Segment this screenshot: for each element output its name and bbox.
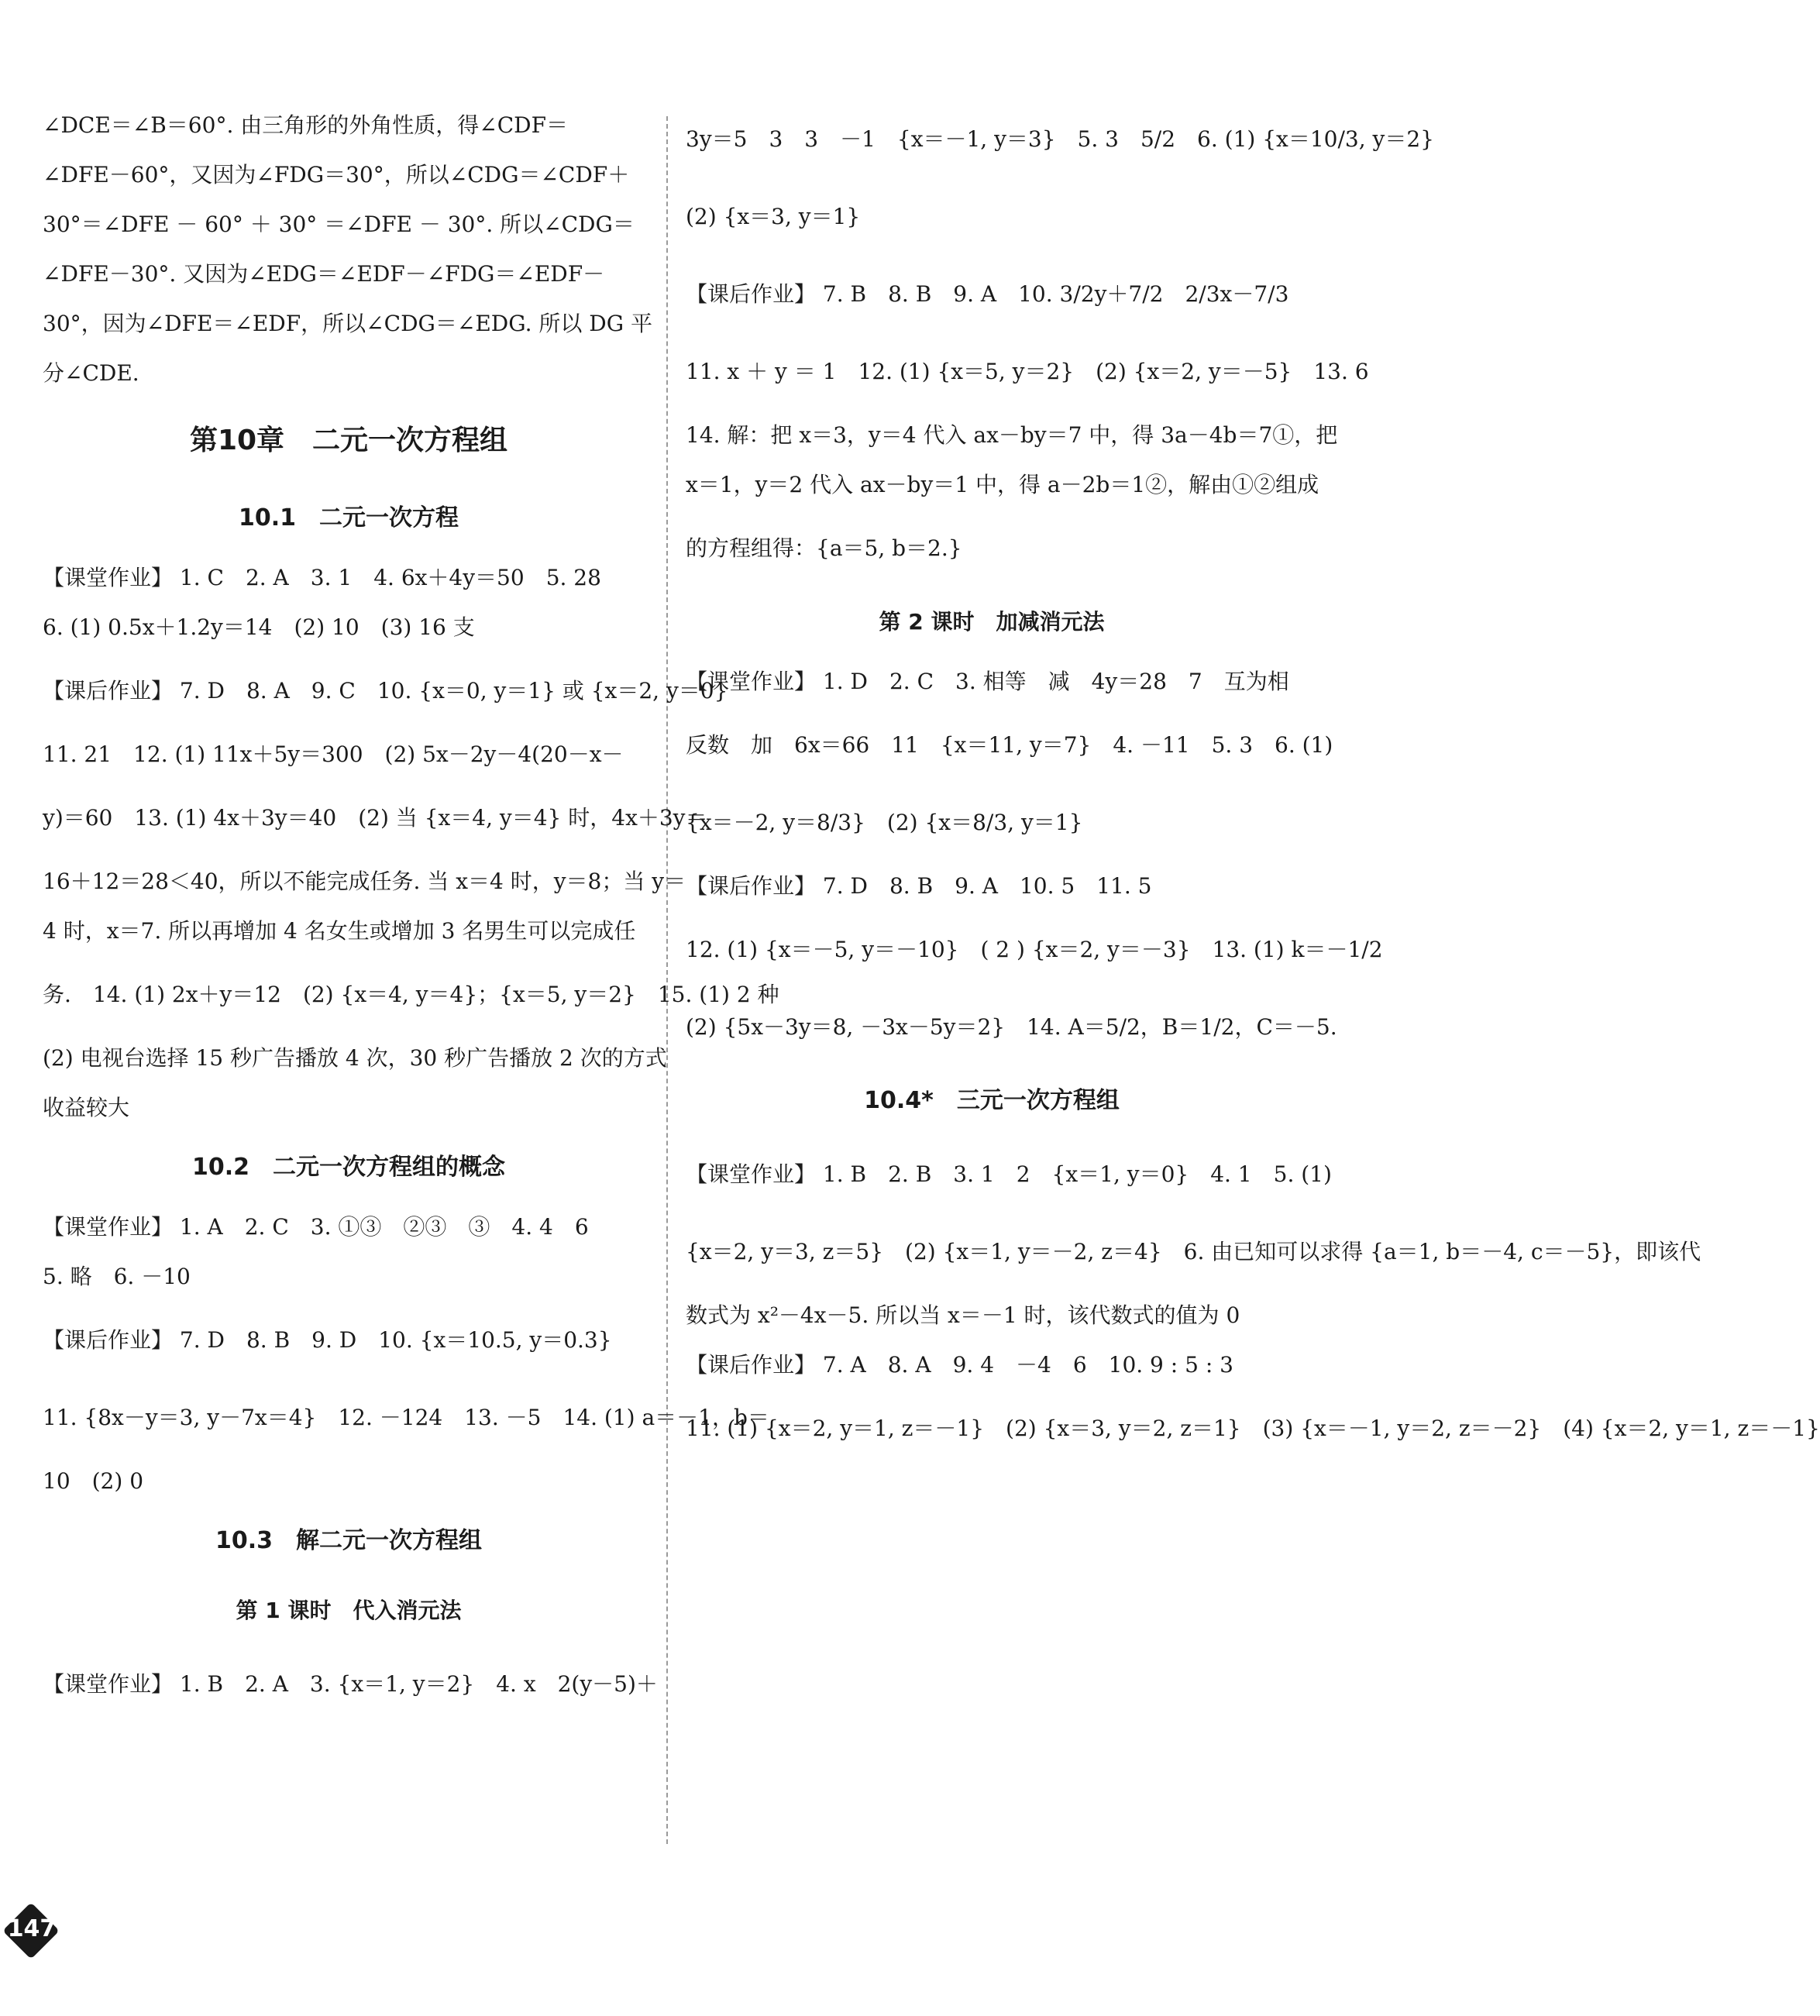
section-title: 10.3 解二元一次方程组 [215,1527,483,1554]
answer-line: 5. 略 6. －10 [43,1264,191,1289]
text-line: 分∠CDE. [43,360,139,386]
text-line: ∠DCE＝∠B＝60°. 由三角形的外角性质，得∠CDF＝ [43,112,569,138]
answer-line: 反数 加 6x＝66 11 {x＝11, y＝7} 4. －11 5. 3 6. (1) [686,732,1333,758]
answer-line: 的方程组得：{a＝5, b＝2.} [686,535,962,561]
page-number: 147 [7,1915,57,1942]
text-line: ∠DFE－60°，又因为∠FDG＝30°，所以∠CDG＝∠CDF＋ [43,162,630,187]
answer-line: 11. (1) {x＝2, y＝1, z＝－1} (2) {x＝3, y＝2, z＝1} (3) {x＝－1, y＝2, z＝－2} (4) {x＝2, y＝1, z＝－1} [686,1416,1820,1441]
answer-line: 【课后作业】 7. D 8. A 9. C 10. {x＝0, y＝1} 或 {x＝2, y＝0} [43,678,728,704]
answer-line: 14. 解：把 x＝3，y＝4 代入 ax－by＝7 中，得 3a－4b＝7①，把 [686,422,1338,448]
section-title: 10.2 二元一次方程组的概念 [191,1154,506,1181]
answer-line: 11. 21 12. (1) 11x＋5y＝300 (2) 5x－2y－4(20－x－ [43,741,624,767]
answer-line: 【课后作业】 7. B 8. B 9. A 10. 3/2y＋7/2 2/3x－7/3 [686,281,1289,307]
answer-line: (2) 电视台选择 15 秒广告播放 4 次，30 秒广告播放 2 次的方式 [43,1045,667,1071]
answer-line: 【课堂作业】 1. B 2. B 3. 1 2 {x＝1, y＝0} 4. 1 5. (1) [686,1161,1332,1187]
answer-line: 收益较大 [43,1095,130,1120]
answer-line: 11. {8x－y＝3, y－7x＝4} 12. －124 13. －5 14. (1) a＝－1，b＝ [43,1405,769,1430]
answer-line: 【课后作业】 7. A 8. A 9. 4 －4 6 10. 9 : 5 : 3 [686,1352,1233,1378]
chapter-title: 第10章 二元一次方程组 [189,425,508,456]
answer-line: {x＝2, y＝3, z＝5} (2) {x＝1, y＝－2, z＝4} 6. 由已知可以求得 {a＝1, b＝－4, c＝－5}，即该代 [686,1239,1701,1264]
answer-line: 3y＝5 3 3 －1 {x＝－1, y＝3} 5. 3 5/2 6. (1) {x＝10/3, y＝2} [686,126,1434,152]
text-line: 30°，因为∠DFE＝∠EDF，所以∠CDG＝∠EDG. 所以 DG 平 [43,311,653,336]
answer-line: 【课后作业】 7. D 8. B 9. A 10. 5 11. 5 [686,873,1152,899]
answer-line: 10 (2) 0 [43,1468,144,1494]
answer-line: {x＝－2, y＝8/3} (2) {x＝8/3, y＝1} [686,810,1083,835]
answer-line: 11. x ＋ y ＝ 1 12. (1) {x＝5, y＝2} (2) {x＝2, y＝－5} 13. 6 [686,359,1369,384]
answer-line: x＝1，y＝2 代入 ax－by＝1 中，得 a－2b＝1②，解由①②组成 [686,472,1319,497]
answer-line: 【课堂作业】 1. A 2. C 3. ①③ ②③ ③ 4. 4 6 [43,1214,589,1240]
section-title: 10.1 二元一次方程 [238,504,459,532]
column-divider [666,116,668,1844]
answer-line: 16＋12＝28＜40，所以不能完成任务. 当 x＝4 时，y＝8；当 y＝ [43,869,686,894]
right-column [686,101,1820,1467]
answer-line: 【课堂作业】 1. B 2. A 3. {x＝1, y＝2} 4. x 2(y－5)＋ [43,1671,658,1697]
answer-line: y)＝60 13. (1) 4x＋3y＝40 (2) 当 {x＝4, y＝4} 时，4x＋3y＝ [43,805,707,831]
section-title: 10.4* 三元一次方程组 [864,1087,1120,1114]
page-number-badge [5,1904,59,1959]
answer-line: (2) {x＝3, y＝1} [686,204,861,229]
text-line: 30°＝∠DFE － 60° ＋ 30° ＝∠DFE － 30°. 所以∠CDG＝ [43,212,635,237]
lesson-title: 第 2 课时 加减消元法 [879,609,1105,635]
answer-line: 6. (1) 0.5x＋1.2y＝14 (2) 10 (3) 16 支 [43,614,475,640]
answer-line: 12. (1) {x＝－5, y＝－10} ( 2 ) {x＝2, y＝－3} 13. (1) k＝－1/2 [686,937,1383,962]
lesson-title: 第 1 课时 代入消元法 [236,1598,462,1623]
answer-line: 务. 14. (1) 2x＋y＝12 (2) {x＝4, y＝4}；{x＝5, y＝2} 15. (1) 2 种 [43,982,779,1007]
answer-line: 【课堂作业】 1. D 2. C 3. 相等 减 4y＝28 7 互为相 [686,669,1289,694]
answer-line: 【课后作业】 7. D 8. B 9. D 10. {x＝10.5, y＝0.3} [43,1327,612,1353]
answer-line: 【课堂作业】 1. C 2. A 3. 1 4. 6x＋4y＝50 5. 28 [43,565,601,590]
answer-line: 数式为 x²－4x－5. 所以当 x＝－1 时，该代数式的值为 0 [686,1302,1240,1328]
answer-line: (2) {5x－3y＝8, －3x－5y＝2} 14. A＝5/2，B＝1/2，C＝－5. [686,1014,1337,1040]
answer-line: 4 时，x＝7. 所以再增加 4 名女生或增加 3 名男生可以完成任 [43,918,636,944]
text-line: ∠DFE－30°. 又因为∠EDG＝∠EDF－∠FDG＝∠EDF－ [43,261,605,287]
